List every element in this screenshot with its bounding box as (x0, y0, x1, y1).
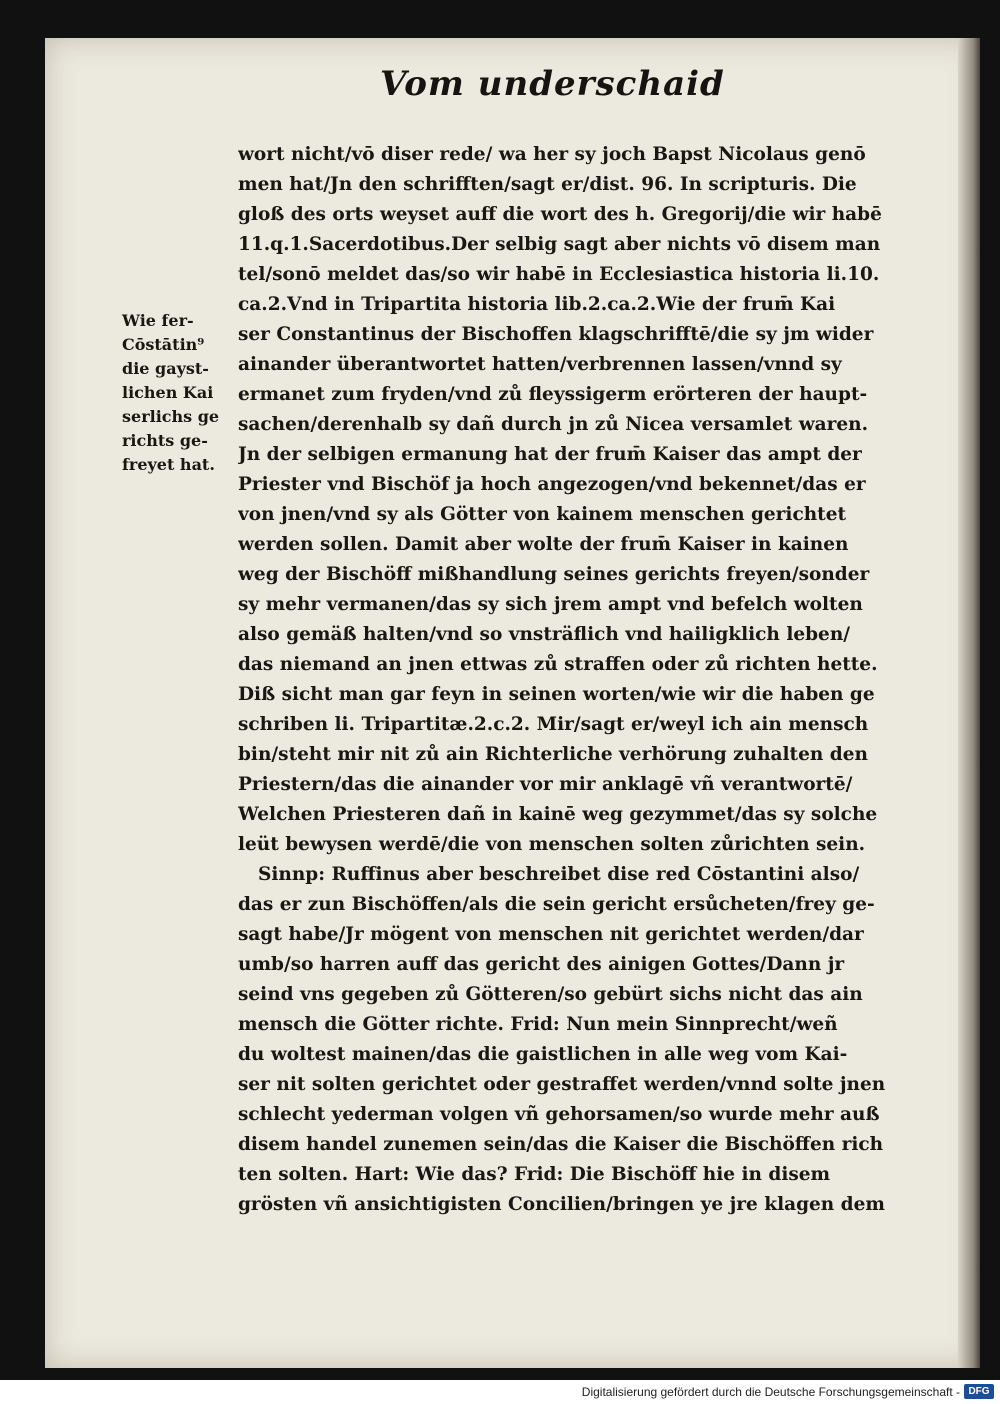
text-line: ermanet zum fryden/vnd zů fleyssigerm erörteren der haupt- (238, 384, 868, 405)
text-line: Diß sicht man gar feyn in seinen worten/wie wir die haben ge (238, 684, 875, 705)
text-line: du woltest mainen/das die gaistlichen in alle weg vom Kai- (238, 1044, 848, 1065)
text-line: das er zun Bischöffen/als die sein gericht ersůcheten/frey ge- (238, 894, 875, 915)
footer-bar (0, 1380, 1000, 1404)
text-line: 11.q.1.Sacerdotibus.Der selbig sagt aber nichts vō disem man (238, 234, 881, 255)
text-line: ten solten. Hart: Wie das? Frid: Die Bischöff hie in disem (238, 1164, 831, 1185)
text-line: gloß des orts weyset auff die wort des h. Gregorij/die wir habē (238, 204, 882, 225)
page-spine-shadow (958, 38, 980, 1368)
text-line: sachen/derenhalb sy dañ durch jn zů Nicea versamlet waren. (238, 414, 869, 435)
text-line: das niemand an jnen ettwas zů straffen oder zů richten hette. (238, 654, 878, 675)
text-line: tel/sonō meldet das/so wir habē in Ecclesiastica historia li.10. (238, 264, 880, 285)
margin-note-line: die gayst- (122, 359, 209, 378)
text-line: wort nicht/vō diser rede/ wa her sy joch Bapst Nicolaus genō (238, 144, 866, 165)
footer-credit: Digitalisierung gefördert durch die Deutsche Forschungsgemeinschaft - (581, 1385, 960, 1399)
text-line: ca.2.Vnd in Tripartita historia lib.2.ca.2.Wie der frum̄ Kai (238, 294, 836, 315)
text-line: ser Constantinus der Bischoffen klagschrifftē/die sy jm wider (238, 324, 874, 345)
text-line: seind vns gegeben zů Götteren/so gebürt sichs nicht das ain (238, 984, 863, 1005)
margin-note-line: Cōstātin⁹ (122, 335, 205, 354)
dfg-logo: DFG (964, 1384, 994, 1399)
text-line: Priestern/das die ainander vor mir anklagē vñ verantwortē/ (238, 774, 853, 795)
text-line: grösten vñ ansichtigisten Concilien/bringen ye jre klagen dem (238, 1194, 885, 1215)
text-line: von jnen/vnd sy als Götter von kainem menschen gerichtet (238, 504, 847, 525)
margin-note-line: lichen Kai (122, 383, 214, 402)
text-line: werden sollen. Damit aber wolte der frum̄ Kaiser in kainen (238, 534, 849, 555)
text-line: Priester vnd Bischöf ja hoch angezogen/vnd bekennet/das er (238, 474, 866, 495)
text-line: sagt habe/Jr mögent von menschen nit gerichtet werden/dar (238, 924, 864, 945)
text-line: Sinnp: Ruffinus aber beschreibet dise red Cōstantini also/ (258, 864, 860, 885)
text-line: schlecht yederman volgen vñ gehorsamen/so wurde mehr auß (238, 1104, 880, 1125)
text-line: ainander überantwortet hatten/verbrennen lassen/vnnd sy (238, 354, 842, 375)
text-line: leüt bewysen werdē/die von menschen solten zůrichten sein. (238, 834, 866, 855)
text-block (238, 140, 918, 1220)
text-line: disem handel zunemen sein/das die Kaiser die Bischöffen rich (238, 1134, 884, 1155)
text-line: Welchen Priesteren dañ in kainē weg gezymmet/das sy solche (238, 804, 878, 825)
text-line: weg der Bischöff mißhandlung seines gerichts freyen/sonder (238, 564, 870, 585)
margin-note-line: serlichs ge (122, 407, 220, 426)
text-line: Jn der selbigen ermanung hat der frum̄ Kaiser das ampt der (238, 444, 862, 465)
margin-note (122, 309, 232, 477)
text-line: ser nit solten gerichtet oder gestraffet werden/vnnd solte jnen (238, 1074, 886, 1095)
text-line: mensch die Götter richte. Frid: Nun mein Sinnprecht/weñ (238, 1014, 838, 1035)
text-line: sy mehr vermanen/das sy sich jrem ampt vnd befelch wolten (238, 594, 863, 615)
text-line: umb/so harren auff das gericht des ainigen Gottes/Dann jr (238, 954, 845, 975)
running-head: Vom underschaid (380, 64, 725, 104)
margin-note-line: richts ge- (122, 431, 208, 450)
text-line: schriben li. Tripartitæ.2.c.2. Mir/sagt er/weyl ich ain mensch (238, 714, 869, 735)
text-line: men hat/Jn den schrifften/sagt er/dist. 96. In scripturis. Die (238, 174, 857, 195)
text-line: also gemäß halten/vnd so vnsträflich vnd hailigklich leben/ (238, 624, 851, 645)
margin-note-line: freyet hat. (122, 455, 215, 474)
text-line: bin/steht mir nit zů ain Richterliche verhörung zuhalten den (238, 744, 868, 765)
margin-note-line: Wie fer- (122, 311, 194, 330)
